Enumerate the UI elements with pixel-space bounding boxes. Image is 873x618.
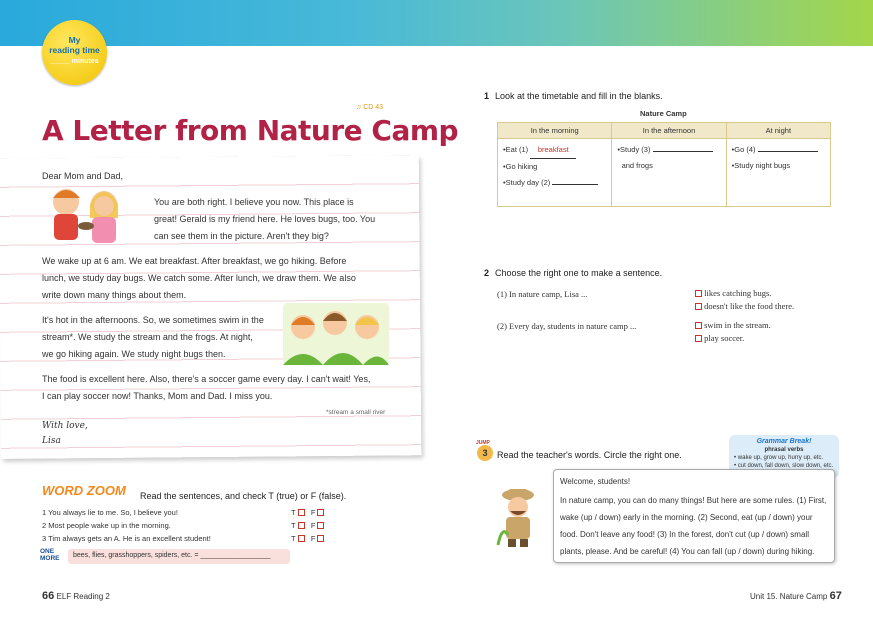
page-title: A Letter from Nature Camp	[42, 114, 459, 147]
footnote: *stream a small river	[326, 409, 386, 416]
option-checkbox[interactable]: swim in the stream.	[693, 320, 771, 330]
timetable-header: At night	[726, 123, 830, 139]
kids-nature-illustration	[283, 303, 389, 365]
grammar-break-box: Grammar Break! phrasal verbs • wake up, grow up, hurry up, etc. • cut down, fall down, slow down, etc.	[729, 435, 839, 478]
footer-right: Unit 15. Nature Camp 67	[750, 590, 842, 602]
timetable	[497, 122, 831, 207]
afternoon-cell: •Study (3) and frogs	[612, 139, 726, 207]
letter-signature: Lisa	[42, 436, 61, 446]
speech-line[interactable]: food. Don't leave any food! (3) In the forest, don't cut (up / down) small	[560, 530, 809, 539]
word-zoom-item: 2 Most people wake up in the morning.	[42, 521, 171, 530]
speech-line: Welcome, students!	[560, 477, 631, 486]
question-1: 1 Look at the timetable and fill in the blanks.	[484, 91, 663, 101]
word-zoom-item: 1 You always lie to me. So, I believe you!	[42, 508, 178, 517]
speech-line: In nature camp, you can do many things! But here are some rules. (1) First,	[560, 496, 827, 505]
letter-paragraph-4: The food is excellent here. Also, there's a soccer game every day. I can't wait! Yes, I can play soccer now! Thanks, Mom and Dad. I miss you.	[42, 374, 371, 401]
kids-illustration	[44, 184, 130, 248]
letter-paragraph-2: We wake up at 6 am. We eat breakfast. After breakfast, we go hiking. Before lunch, we study day bugs. We catch some. After lunch, we draw them. We also write down many things about them.	[42, 256, 356, 300]
sentence-2: (2) Every day, students in nature camp ...	[497, 321, 637, 331]
header-banner	[0, 0, 873, 46]
speech-line[interactable]: plants, please. And be careful! (4) You can fall (up / down) during hiking.	[560, 547, 815, 556]
blank-3[interactable]	[653, 151, 713, 152]
badge-text: My reading time	[49, 35, 100, 55]
tf-checkboxes[interactable]: T F	[291, 534, 324, 543]
sentence-1: (1) In nature camp, Lisa ...	[497, 289, 588, 299]
audio-icon[interactable]: ♫ CD 43	[356, 104, 384, 111]
word-zoom-instruction: Read the sentences, and check T (true) or F (false).	[140, 491, 347, 501]
night-cell: •Go (4) •Study night bugs	[726, 139, 830, 207]
speech-line[interactable]: wake (up / down) early in the morning. (2) Second, eat (up / down) your	[560, 513, 813, 522]
morning-cell: •Eat (1) breakfast •Go hiking •Study day (2)	[498, 139, 612, 207]
word-zoom-item: 3 Tim always gets an A. He is an excellent student!	[42, 534, 211, 543]
timetable-caption: Nature Camp	[640, 109, 687, 118]
badge-minutes: _____ minutes	[50, 58, 99, 65]
teacher-speech-bubble	[553, 469, 835, 563]
question-2: 2 Choose the right one to make a sentence.	[484, 268, 663, 278]
letter-closing: With love,	[42, 421, 88, 431]
letter-paragraph-1: You are both right. I believe you now. This place is great! Gerald is my friend here. He loves bugs, too. You can see them in the picture. Aren't they big?	[154, 197, 376, 241]
blank-2[interactable]	[552, 184, 598, 185]
timetable-header: In the afternoon	[612, 123, 726, 139]
tf-checkboxes[interactable]: T F	[291, 521, 324, 530]
letter-greeting: Dear Mom and Dad,	[42, 171, 124, 181]
timetable-header: In the morning	[498, 123, 612, 139]
tf-checkboxes[interactable]: T F	[291, 508, 324, 517]
word-zoom-logo: WORD ZOOM	[42, 483, 126, 498]
blank-4[interactable]	[758, 151, 818, 152]
one-more-label: ONE MORE	[40, 548, 60, 562]
jump-label: JUMP	[476, 440, 490, 446]
option-checkbox[interactable]: play soccer.	[693, 333, 744, 343]
teacher-illustration	[496, 485, 540, 549]
footer-left: 66 ELF Reading 2	[42, 590, 110, 602]
jump-badge: 3	[477, 445, 493, 461]
option-checkbox[interactable]: likes catching bugs.	[693, 288, 771, 298]
blank-1[interactable]: breakfast	[530, 142, 576, 159]
option-checkbox[interactable]: doesn't like the food there.	[693, 301, 794, 311]
question-3: Read the teacher's words. Circle the right one.	[497, 450, 682, 460]
letter-paragraph-3: It's hot in the afternoons. So, we sometimes swim in the stream*. We study the stream and the frogs. At night, we go hiking again. We study night bugs then.	[42, 315, 264, 359]
reading-time-badge	[42, 20, 107, 85]
one-more-field[interactable]: bees, flies, grasshoppers, spiders, etc. = __________________	[68, 549, 290, 564]
